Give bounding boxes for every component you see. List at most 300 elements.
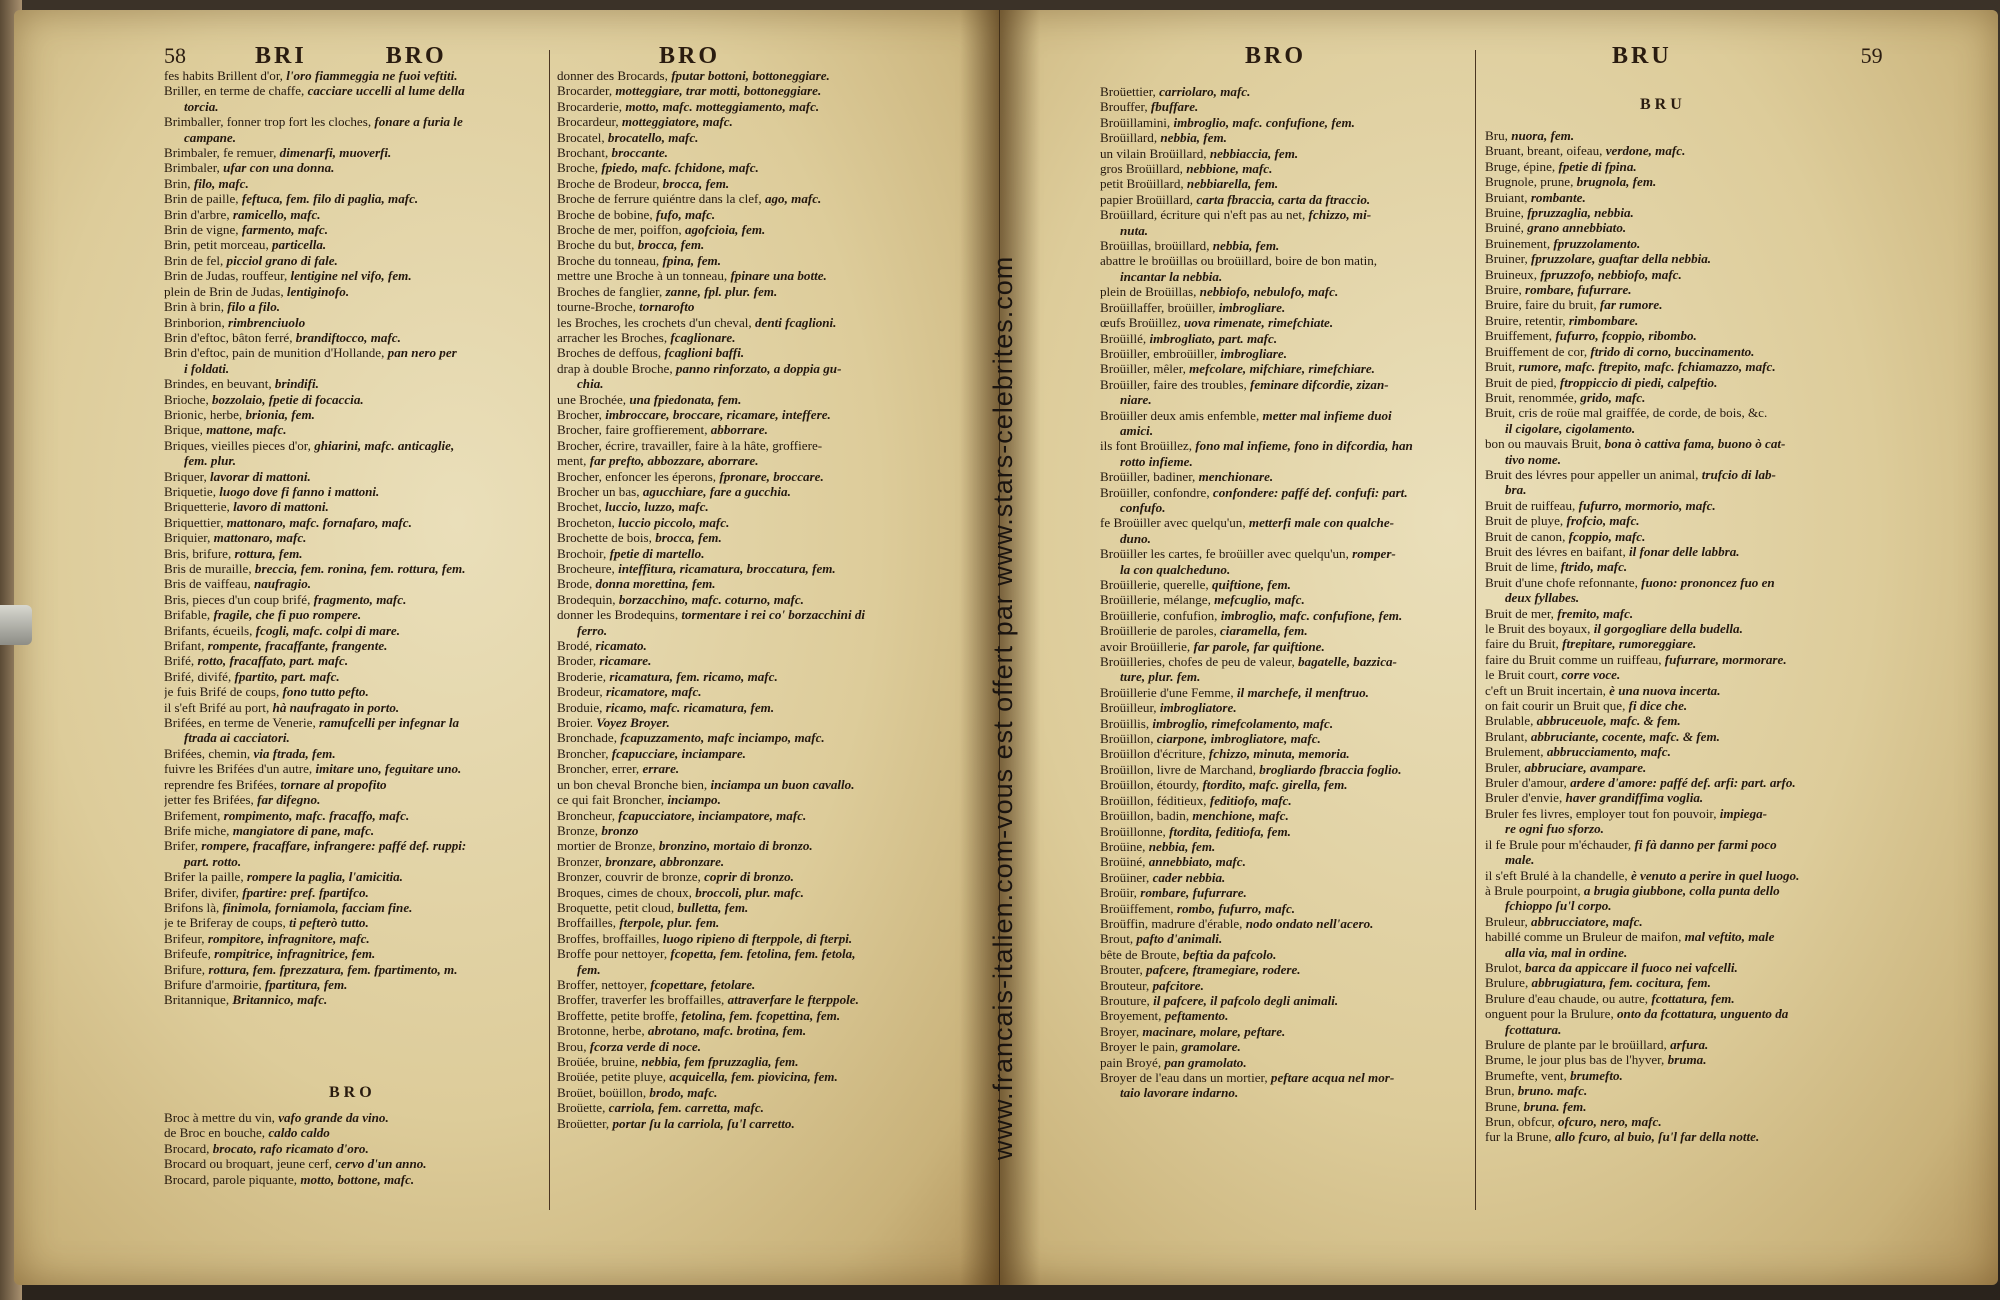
entry-headword: Bruit de pluye, — [1485, 513, 1567, 529]
entry-headword: le Bruit des boyaux, — [1485, 621, 1594, 636]
entry-translation: allo fcuro, al buio, ſu'l far della notte. — [1554, 1129, 1760, 1145]
entry-headword: Brodeur, — [557, 684, 606, 700]
entry-headword: Broüilleur, — [1100, 700, 1160, 716]
dictionary-entry — [164, 715, 544, 730]
entry-translation: ftrido di corno, buccinamento. — [1590, 343, 1755, 359]
dictionary-entry — [1485, 452, 1865, 467]
entry-headword: Brique, — [164, 422, 207, 438]
dictionary-entry — [1100, 916, 1472, 931]
entry-translation: carriola, fem. carretta, mafc. — [608, 1100, 764, 1116]
entry-translation: l'oro fiammeggia ne fuoi veftiti. — [286, 68, 458, 83]
dictionary-entry — [1485, 945, 1865, 960]
dictionary-entry — [1100, 962, 1472, 977]
dictionary-entry — [557, 237, 987, 252]
entry-headword: Brin d'eftoc, pain de munition d'Hollande, — [164, 345, 388, 361]
dictionary-entry — [1100, 824, 1472, 839]
dictionary-entry — [1100, 192, 1472, 207]
dictionary-entry — [1485, 159, 1865, 174]
entry-headword: Bruit des lévres en baifant, — [1485, 543, 1629, 559]
entry-headword: Broüillé, — [1100, 330, 1150, 346]
entry-translation: male. — [1505, 852, 1535, 868]
entry-headword: Bruler d'amour, — [1485, 775, 1571, 791]
entry-translation: tornarofto — [639, 299, 695, 315]
entry-headword: ils font Broüillez, — [1100, 438, 1196, 454]
dictionary-entry — [164, 946, 544, 961]
entry-headword: Broüillon, livre de Marchand, — [1100, 761, 1260, 777]
dictionary-entry — [557, 253, 987, 268]
entry-headword: Briller, en terme de chaffe, — [164, 83, 308, 99]
entry-translation: niare. — [1120, 392, 1152, 408]
dictionary-entry — [1485, 898, 1865, 913]
entry-headword: Broc à mettre du vin, — [164, 1110, 279, 1125]
entry-headword: Broüettier, — [1100, 84, 1160, 99]
dictionary-entry — [164, 838, 544, 853]
entry-headword: Bruit, renommée, — [1485, 389, 1581, 405]
entry-translation: fi fà danno per farmi poco — [1634, 836, 1777, 852]
entry-headword: Brifeur, — [164, 930, 208, 946]
dictionary-entry — [1485, 713, 1865, 728]
entry-translation: nebbiofo, nebulofo, mafc. — [1199, 284, 1339, 300]
entry-headword: Brulant, — [1485, 728, 1531, 744]
dictionary-entry — [164, 253, 544, 268]
entry-headword: Broüillerie d'une Femme, — [1100, 684, 1237, 700]
dictionary-entry — [557, 130, 987, 145]
dictionary-entry — [557, 392, 987, 407]
dictionary-entry — [1485, 868, 1865, 883]
dictionary-entry — [1100, 315, 1472, 330]
entry-translation: vafo grande da vino. — [278, 1110, 389, 1125]
dictionary-entry — [1100, 1008, 1472, 1023]
entry-translation: fterpole, plur. fem. — [619, 915, 720, 931]
entry-headword: Broyer de l'eau dans un mortier, — [1100, 1070, 1271, 1085]
entry-headword: Broüiller, faire des troubles, — [1100, 376, 1251, 392]
entry-translation: carriolaro, mafc. — [1159, 84, 1251, 99]
dictionary-entry — [557, 838, 987, 853]
entry-translation: luogo ripieno di fterppole, di fterpi. — [662, 930, 853, 946]
entry-translation: lavorar di mattoni. — [210, 468, 311, 484]
dictionary-entry — [1100, 777, 1472, 792]
entry-headword: faire du Bruit comme un ruiffeau, — [1485, 651, 1665, 667]
dictionary-entry — [164, 407, 544, 422]
running-head-column-2: BRO — [659, 43, 721, 69]
dictionary-entry — [164, 438, 544, 453]
entry-translation: fragmento, mafc. — [313, 591, 407, 607]
entry-translation: pafcitore. — [1152, 977, 1204, 993]
entry-translation: ghiarini, mafc. anticaglie, — [314, 437, 455, 453]
entry-headword: Brulure de plante par le broüillard, — [1485, 1036, 1671, 1052]
dictionary-entry — [557, 330, 987, 345]
dictionary-entry — [164, 392, 544, 407]
entry-translation: pafto d'animali. — [1136, 931, 1223, 947]
entry-translation: lavoro di mattoni. — [233, 499, 329, 515]
dictionary-entry — [1100, 269, 1472, 284]
dictionary-entry — [164, 761, 544, 776]
dictionary-entry — [557, 484, 987, 499]
entry-headword: Brin d'eftoc, bâton ferré, — [164, 329, 296, 345]
dictionary-entry — [1100, 253, 1472, 268]
entry-translation: nebbiaccia, fem. — [1209, 145, 1299, 161]
entry-headword: Brifeufe, — [164, 946, 215, 962]
entry-translation: mattonaro, mafc. fornafaro, mafc. — [226, 514, 412, 530]
entry-translation: ofcuro, nero, mafc. — [1557, 1114, 1662, 1129]
dictionary-entry — [1485, 467, 1865, 482]
entry-headword: Broüiller, badiner, — [1100, 469, 1199, 485]
entry-translation: inteffitura, ricamatura, broccatura, fem. — [618, 561, 836, 576]
entry-headword: Brocard ou broquart, jeune cerf, — [164, 1156, 336, 1172]
dictionary-entry — [557, 761, 987, 776]
dictionary-entry — [1485, 883, 1865, 898]
dictionary-entry — [1485, 529, 1865, 544]
entry-translation: feminare difcordie, zizan- — [1250, 376, 1389, 392]
entry-headword: Bru, — [1485, 128, 1512, 143]
dictionary-entry — [164, 869, 544, 884]
dictionary-entry — [1100, 978, 1472, 993]
entry-headword: Brocher, écrire, travailler, faire à la hâte, groffiere- — [557, 437, 823, 453]
entry-headword: Broduie, — [557, 699, 606, 715]
entry-headword: Brifant, — [164, 638, 208, 654]
entry-headword: Broüillon d'écriture, — [1100, 746, 1209, 762]
entry-translation: feftuca, fem. filo di paglia, mafc. — [241, 191, 419, 207]
dictionary-entry — [1485, 1099, 1865, 1114]
entry-translation: confufo. — [1120, 499, 1166, 515]
dictionary-entry — [1485, 143, 1865, 158]
entry-translation: feditiofo, mafc. — [1209, 792, 1292, 808]
entry-translation: fi dice che. — [1628, 698, 1688, 714]
entry-headword: arracher les Broches, — [557, 329, 671, 345]
entry-headword: Broüffin, madrure d'érable, — [1100, 915, 1246, 931]
dictionary-entry — [164, 315, 544, 330]
entry-translation: fufurro, fcoppio, ribombo. — [1555, 328, 1697, 344]
dictionary-entry — [557, 1008, 987, 1023]
entry-translation: brocatello, mafc. — [607, 129, 699, 145]
entry-translation: il cigolare, cigolamento. — [1505, 420, 1636, 436]
entry-translation: nebbiarella, fem. — [1186, 176, 1279, 192]
entry-translation: far difegno. — [257, 792, 321, 808]
entry-translation: via ftrada, fem. — [253, 745, 336, 761]
dictionary-entry — [1100, 99, 1472, 114]
dictionary-entry — [164, 376, 544, 391]
entry-translation: abbruciare, avampare. — [1524, 759, 1647, 775]
entry-translation: fpartitura, fem. — [264, 976, 348, 992]
entry-headword: mortier de Bronze, — [557, 838, 659, 854]
entry-headword: Broques, cimes de choux, — [557, 884, 696, 900]
entry-translation: la con qualcheduno. — [1120, 561, 1231, 577]
entry-translation: fem. — [577, 961, 601, 977]
entry-translation: rompitrice, infragnitrice, fem. — [214, 946, 376, 962]
dictionary-entry — [1100, 639, 1472, 654]
dictionary-entry — [164, 83, 544, 98]
entry-headword: Broches de deffous, — [557, 345, 665, 361]
entry-headword: Brocher, faire groffierement, — [557, 422, 711, 438]
column-rule — [549, 50, 550, 1210]
dictionary-entry — [1100, 1070, 1472, 1085]
entry-headword: Brulure, — [1485, 975, 1532, 991]
entry-headword: Brugnole, prune, — [1485, 174, 1577, 190]
dictionary-entry — [1485, 683, 1865, 698]
dictionary-entry — [1100, 1024, 1472, 1039]
dictionary-entry — [557, 345, 987, 360]
dictionary-entry — [557, 638, 987, 653]
column-rule — [1475, 50, 1476, 1210]
dictionary-entry — [164, 1141, 544, 1156]
entry-translation: incantar la nebbia. — [1120, 268, 1223, 284]
entry-translation: lentiginofo. — [286, 283, 350, 299]
dictionary-entry — [557, 422, 987, 437]
dictionary-entry — [557, 376, 987, 391]
entry-translation: rimbrenciuolo — [228, 314, 306, 330]
entry-headword: Bruler fes livres, employer tout fon pouvoir, — [1485, 805, 1720, 821]
entry-headword: Brinborion, — [164, 314, 229, 330]
dictionary-entry — [557, 746, 987, 761]
entry-translation: corre voce. — [1561, 667, 1621, 683]
entry-translation: fono mal infieme, fono in difcordia, han — [1195, 438, 1413, 454]
dictionary-entry — [1100, 284, 1472, 299]
dictionary-entry — [1100, 685, 1472, 700]
entry-headword: Brout, — [1100, 931, 1137, 947]
entry-translation: imbroglio, mafc. confufione, fem. — [1173, 114, 1355, 130]
entry-headword: Brifure, — [164, 961, 209, 977]
entry-headword: Broüée, bruine, — [557, 1054, 642, 1069]
entry-translation: picciol grano di fale. — [226, 252, 338, 268]
dictionary-entry — [1485, 513, 1865, 528]
dictionary-entry — [557, 145, 987, 160]
entry-headword: Brin de paille, — [164, 191, 242, 207]
entry-translation: attraverfare le fterppole. — [727, 992, 859, 1008]
dictionary-entry — [557, 1054, 987, 1069]
entry-headword: Broüiné, — [1100, 854, 1149, 870]
entry-headword: tourne-Broche, — [557, 299, 640, 315]
entry-headword: onguent pour la Brulure, — [1485, 1006, 1617, 1022]
entry-translation: menchione, mafc. — [1192, 808, 1289, 824]
entry-headword: Briquer, — [164, 468, 211, 484]
dictionary-entry — [557, 315, 987, 330]
entry-headword: Broüillis, — [1100, 715, 1153, 731]
dictionary-entry — [1485, 1068, 1865, 1083]
entry-translation: imbrogliare. — [1220, 345, 1287, 361]
entry-headword: Brindes, en beuvant, — [164, 376, 275, 392]
entry-headword: Briques, vieilles pieces d'or, — [164, 437, 315, 453]
entry-translation: ture, plur. fem. — [1120, 669, 1201, 685]
entry-headword: on fait courir un Bruit que, — [1485, 698, 1629, 714]
dictionary-entry — [557, 1069, 987, 1084]
entry-headword: Broüiller, confondre, — [1100, 484, 1213, 500]
entry-headword: Broüetter, — [557, 1115, 613, 1131]
dictionary-entry — [557, 977, 987, 992]
dictionary-entry — [1100, 423, 1472, 438]
left-page — [14, 10, 999, 1285]
entry-headword: Bris de vaiffeau, — [164, 576, 254, 592]
entry-translation: breccia, fem. ronina, fem. rottura, fem. — [254, 561, 466, 576]
entry-headword: Brochette de bois, — [557, 530, 656, 546]
entry-translation: caldo caldo — [268, 1125, 330, 1141]
entry-headword: Broüilleries, chofes de peu de valeur, — [1100, 654, 1298, 670]
section-heading-bro: BRO — [329, 1084, 376, 1101]
dictionary-entry — [557, 592, 987, 607]
entry-headword: Brulure d'eau chaude, ou autre, — [1485, 990, 1652, 1006]
dictionary-entry — [557, 992, 987, 1007]
entry-translation: motteggiare, trar motti, bottoneggiare. — [615, 83, 822, 99]
entry-headword: Broffer, traverfer les broffailles, — [557, 992, 728, 1008]
entry-headword: Broüet, boüillon, — [557, 1084, 650, 1100]
dictionary-entry — [1100, 130, 1472, 145]
entry-translation: fbuffare. — [1150, 99, 1199, 115]
dictionary-entry — [1485, 190, 1865, 205]
dictionary-entry — [557, 99, 987, 114]
dictionary-entry — [557, 715, 987, 730]
dictionary-entry — [557, 623, 987, 638]
dictionary-entry — [1485, 1022, 1865, 1037]
dictionary-entry — [1100, 716, 1472, 731]
dictionary-entry — [1485, 313, 1865, 328]
entry-translation: fpartito, part. mafc. — [234, 668, 340, 684]
entry-headword: Brifé, — [164, 653, 198, 669]
entry-headword: Broüillon, étourdy, — [1100, 777, 1203, 793]
dictionary-entry — [1485, 975, 1865, 990]
entry-headword: Brocard, parole piquante, — [164, 1171, 301, 1187]
entry-translation: brumefto. — [1570, 1067, 1623, 1083]
dictionary-entry — [164, 207, 544, 222]
dictionary-entry — [1100, 469, 1472, 484]
dictionary-entry — [1485, 852, 1865, 867]
entry-headword: Brochoir, — [557, 545, 610, 561]
watermark-text — [988, 1124, 1019, 1160]
entry-translation: quiftione, fem. — [1211, 577, 1291, 592]
entry-headword: Broquette, petit cloud, — [557, 899, 678, 915]
entry-headword: Brocarder, — [557, 83, 616, 99]
entry-headword: Briquier, — [164, 530, 214, 546]
entry-headword: Broche de Brodeur, — [557, 175, 663, 191]
entry-translation: macinare, molare, peftare. — [1142, 1023, 1286, 1039]
entry-translation: cader nebbia. — [1152, 869, 1226, 885]
entry-translation: fpinare una botte. — [730, 268, 827, 284]
dictionary-entry — [557, 499, 987, 514]
dictionary-entry — [1485, 575, 1865, 590]
entry-translation: ti pefterò tutto. — [289, 915, 369, 931]
entry-translation: bronzino, mortaio di bronzo. — [658, 838, 813, 854]
entry-translation: taio lavorare indarno. — [1120, 1085, 1239, 1101]
dictionary-entry — [557, 808, 987, 823]
entry-translation: gramolare. — [1181, 1039, 1241, 1055]
entry-translation: alla via, mal in ordine. — [1505, 944, 1628, 960]
entry-translation: imbrogliato, part. mafc. — [1149, 330, 1278, 346]
entry-headword: Broüillard, — [1100, 130, 1161, 146]
entry-translation: fpartire: pref. fpartifco. — [242, 884, 369, 900]
entry-translation: farmento, mafc. — [241, 222, 329, 238]
entry-translation: fcottatura, fem. — [1651, 990, 1735, 1006]
dictionary-entry — [1485, 790, 1865, 805]
entry-translation: deux fyllabes. — [1505, 590, 1580, 606]
dictionary-entry — [557, 160, 987, 175]
entry-translation: filo a filo. — [227, 299, 281, 315]
entry-translation: motteggiatore, mafc. — [621, 114, 733, 130]
entry-translation: far parole, far quiftione. — [1193, 638, 1325, 654]
entry-translation: ricamo, mafc. ricamatura, fem. — [605, 699, 775, 715]
entry-headword: avoir Broüillerie, — [1100, 638, 1194, 654]
entry-translation: borzacchino, mafc. coturno, mafc. — [618, 591, 804, 607]
entry-translation: lentigine nel vifo, fem. — [290, 268, 412, 284]
entry-translation: fremito, mafc. — [1557, 605, 1634, 621]
dictionary-entry — [1100, 870, 1472, 885]
dictionary-entry — [1485, 421, 1865, 436]
dictionary-entry — [557, 900, 987, 915]
entry-translation: tivo nome. — [1505, 451, 1562, 467]
entry-translation: rotto infieme. — [1120, 453, 1193, 469]
entry-translation: fcopetta, fem. fetolina, fem. fetola, — [670, 946, 856, 962]
entry-headword: Brifées, en terme de Venerie, — [164, 715, 319, 731]
entry-headword: Brodequin, — [557, 591, 619, 607]
dictionary-entry — [1485, 498, 1865, 513]
dictionary-entry — [164, 530, 544, 545]
entry-headword: les Broches, les crochets d'un cheval, — [557, 314, 755, 330]
entry-headword: Brocatel, — [557, 129, 608, 145]
dictionary-entry — [164, 130, 544, 145]
entry-headword: Brouter, — [1100, 962, 1147, 978]
entry-translation: ftroppiccio di piedi, calpeftio. — [1559, 374, 1718, 390]
entry-headword: Broches de fanglier, — [557, 283, 666, 299]
entry-headword: Bris de muraille, — [164, 561, 255, 576]
entry-translation: fcapucciare, inciampare. — [611, 745, 746, 761]
entry-headword: Brulot, — [1485, 959, 1526, 975]
dictionary-entry — [1485, 297, 1865, 312]
entry-headword: Broche de mer, poiffon, — [557, 222, 685, 238]
dictionary-entry — [164, 145, 544, 160]
entry-translation: pan nero per — [387, 345, 457, 361]
entry-translation: brindifi. — [274, 376, 319, 392]
dictionary-entry — [1100, 84, 1472, 99]
dictionary-entry — [1485, 359, 1865, 374]
entry-headword: Brumefte, vent, — [1485, 1067, 1571, 1083]
dictionary-entry — [1485, 606, 1865, 621]
entry-headword: Broier. — [557, 715, 597, 731]
dictionary-entry — [557, 1100, 987, 1115]
dictionary-entry — [1100, 485, 1472, 500]
entry-translation: imbroglio, rimefcolamento, mafc. — [1152, 715, 1334, 731]
entry-translation: abbrucciamento, mafc. — [1546, 744, 1671, 760]
entry-translation: finimola, forniamola, facciam fine. — [222, 899, 413, 915]
entry-headword: fe Broüiller avec quelqu'un, — [1100, 515, 1249, 531]
entry-headword: Bris, brifure, — [164, 545, 235, 561]
entry-translation: errare. — [642, 761, 680, 777]
entry-headword: Broffer, nettoyer, — [557, 976, 651, 992]
dictionary-entry — [1485, 1083, 1865, 1098]
entry-headword: Bruge, épine, — [1485, 158, 1559, 174]
entry-headword: Brifure d'armoirie, — [164, 976, 265, 992]
entry-headword: Briquetie, — [164, 483, 220, 499]
dictionary-entry — [557, 1085, 987, 1100]
entry-headword: Broüine, — [1100, 838, 1149, 854]
entry-translation: rottura, fem. — [234, 545, 303, 561]
dictionary-entry — [1100, 146, 1472, 161]
entry-translation: fetolina, fem. fcopettina, fem. — [681, 1007, 841, 1023]
dictionary-entry — [1100, 993, 1472, 1008]
entry-translation: ciarpone, imbrogliatore, mafc. — [1156, 731, 1321, 747]
entry-translation: brodo, mafc. — [649, 1084, 718, 1100]
entry-translation: nebbia, fem. — [1160, 130, 1227, 146]
dictionary-entry — [557, 176, 987, 191]
entry-headword: Brun, — [1485, 1083, 1518, 1099]
dictionary-entry — [1485, 375, 1865, 390]
dictionary-entry — [1100, 669, 1472, 684]
entry-translation: fpruzzolamento. — [1553, 235, 1641, 251]
entry-translation: brocca, fem. — [662, 175, 730, 191]
entry-translation: fufurro, mormorio, mafc. — [1578, 497, 1716, 513]
entry-translation: portar ſu la carriola, ſu'l carretto. — [612, 1115, 795, 1131]
entry-translation: imbroglio, mafc. confufione, fem. — [1220, 607, 1403, 623]
entry-translation: abbrugiatura, fem. cocitura, fem. — [1531, 975, 1711, 991]
dictionary-entry — [557, 68, 987, 83]
entry-translation: è una nuova incerta. — [1609, 682, 1721, 698]
dictionary-entry — [557, 530, 987, 545]
